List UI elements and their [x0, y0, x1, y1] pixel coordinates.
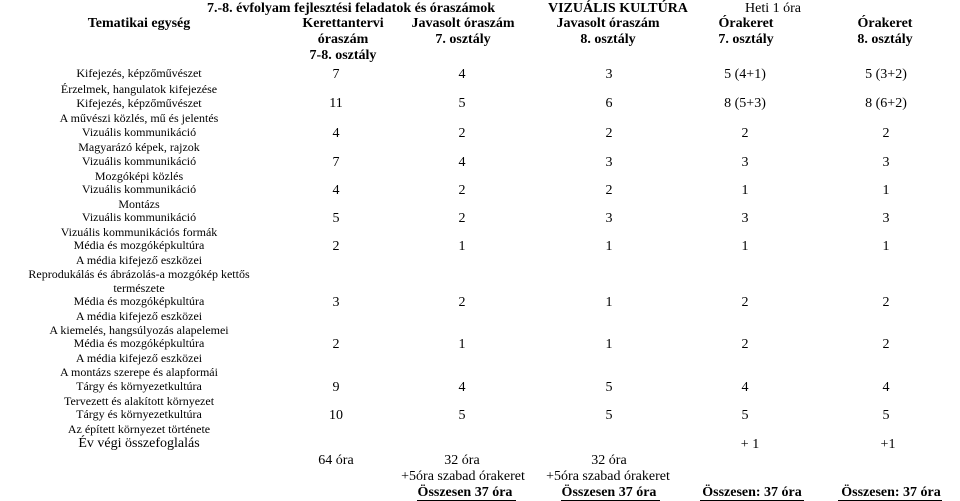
header-curriculum-2: óraszám — [317, 32, 369, 47]
row-topic: Vizuális kommunikáció — [81, 182, 197, 196]
row-topic: Média és mozgóképkultúra — [73, 294, 205, 308]
row-frame7: 3 — [741, 155, 749, 170]
row-frame7: 1 — [741, 183, 749, 198]
header-frame8-2: 8. osztály — [857, 32, 913, 47]
weekly-hours: Heti 1 óra — [745, 1, 801, 16]
row-topic: Kifejezés, képzőművészet — [76, 96, 202, 110]
row-subtopic: Az épített környezet története — [67, 422, 211, 436]
row-suggested7: 4 — [458, 380, 466, 395]
row-suggested7: 5 — [458, 96, 466, 111]
row-subtopic: A művészi közlés, mű és jelentés — [59, 111, 219, 125]
row-suggested7: 2 — [458, 211, 466, 226]
row-suggested8: 5 — [605, 380, 613, 395]
row-curriculum: 9 — [332, 380, 340, 395]
header-frame8-1: Órakeret — [857, 16, 913, 31]
year-end-frame8: +1 — [880, 437, 896, 452]
row-suggested8: 1 — [605, 239, 613, 254]
row-frame8: 1 — [882, 239, 890, 254]
row-subtopic-detail: A kiemelés, hangsúlyozás alapelemei — [49, 323, 229, 337]
year-end-label: Év végi összefoglalás — [78, 436, 200, 451]
row-suggested8: 2 — [605, 183, 613, 198]
row-suggested8: 6 — [605, 96, 613, 111]
row-frame7: 3 — [741, 211, 749, 226]
row-suggested8: 1 — [605, 295, 613, 310]
row-subtopic: Vizuális kommunikációs formák — [60, 225, 218, 239]
row-curriculum: 4 — [332, 126, 340, 141]
row-suggested7: 4 — [458, 67, 466, 82]
row-suggested8: 5 — [605, 408, 613, 423]
row-curriculum: 7 — [332, 155, 340, 170]
document-title: 7.-8. évfolyam fejlesztési feladatok és óraszámok — [207, 1, 496, 16]
row-frame7: 8 (5+3) — [724, 96, 766, 111]
row-frame7: 1 — [741, 239, 749, 254]
row-topic: Vizuális kommunikáció — [81, 210, 197, 224]
sum-suggested8: Összesen 37 óra — [561, 485, 657, 500]
sum-frame8: Összesen: 37 óra — [841, 485, 941, 500]
row-subtopic: A média kifejező eszközei — [75, 309, 203, 323]
row-frame7: 5 — [741, 408, 749, 423]
free-hours-8: +5óra szabad órakeret — [546, 469, 670, 484]
free-hours-7: +5óra szabad órakeret — [401, 469, 525, 484]
row-frame8: 1 — [882, 183, 890, 198]
row-frame7: 2 — [741, 295, 749, 310]
row-frame8: 2 — [882, 337, 890, 352]
header-frame7-2: 7. osztály — [718, 32, 774, 47]
row-suggested7: 5 — [458, 408, 466, 423]
row-suggested7: 2 — [458, 126, 466, 141]
row-curriculum: 11 — [329, 96, 343, 111]
row-frame8: 3 — [882, 211, 890, 226]
row-suggested8: 3 — [605, 211, 613, 226]
row-frame7: 4 — [741, 380, 749, 395]
header-topic: Tematikai egység — [87, 16, 191, 31]
row-suggested8: 2 — [605, 126, 613, 141]
row-subtopic: A média kifejező eszközei — [75, 351, 203, 365]
row-topic: Média és mozgóképkultúra — [73, 238, 205, 252]
row-frame8: 2 — [882, 126, 890, 141]
row-curriculum: 2 — [332, 239, 340, 254]
header-suggested7-2: 7. osztály — [435, 32, 491, 47]
header-curriculum-3: 7-8. osztály — [309, 48, 377, 63]
row-frame8: 4 — [882, 380, 890, 395]
row-topic: Tárgy és környezetkultúra — [76, 379, 202, 393]
row-curriculum: 10 — [329, 408, 343, 423]
row-suggested7: 2 — [458, 183, 466, 198]
total-suggested8: 32 óra — [591, 453, 627, 468]
sum-frame7: Összesen: 37 óra — [702, 485, 802, 500]
row-frame8: 2 — [882, 295, 890, 310]
row-suggested8: 3 — [605, 155, 613, 170]
row-subtopic-detail: A montázs szerepe és alapformái — [60, 365, 218, 379]
row-curriculum: 3 — [332, 295, 340, 310]
row-frame7: 2 — [741, 337, 749, 352]
row-frame7: 5 (4+1) — [724, 67, 766, 82]
row-suggested7: 2 — [458, 295, 466, 310]
header-suggested8-1: Javasolt óraszám — [556, 16, 660, 31]
row-subtopic: Érzelmek, hangulatok kifejezése — [60, 82, 218, 96]
year-end-frame7: + 1 — [740, 437, 760, 452]
total-suggested7: 32 óra — [444, 453, 480, 468]
row-subtopic-detail-cont: természete — [113, 281, 165, 295]
total-curriculum: 64 óra — [318, 453, 354, 468]
row-topic: Vizuális kommunikáció — [81, 154, 197, 168]
row-suggested8: 3 — [605, 67, 613, 82]
row-topic: Vizuális kommunikáció — [81, 125, 197, 139]
subject-title: VIZUÁLIS KULTÚRA — [548, 1, 688, 16]
sum-suggested7: Összesen 37 óra — [417, 485, 513, 500]
row-frame8: 3 — [882, 155, 890, 170]
row-subtopic: Mozgóképi közlés — [94, 169, 184, 183]
row-subtopic-detail: Reprodukálás és ábrázolás-a mozgókép kettős — [28, 267, 250, 281]
row-curriculum: 7 — [332, 67, 340, 82]
row-suggested7: 4 — [458, 155, 466, 170]
row-curriculum: 2 — [332, 337, 340, 352]
row-frame7: 2 — [741, 126, 749, 141]
row-topic: Kifejezés, képzőművészet — [76, 66, 202, 80]
row-suggested8: 1 — [605, 337, 613, 352]
row-frame8: 5 — [882, 408, 890, 423]
row-subtopic: A média kifejező eszközei — [75, 253, 203, 267]
row-subtopic: Magyarázó képek, rajzok — [78, 140, 200, 154]
row-subtopic: Tervezett és alakított környezet — [63, 394, 215, 408]
header-suggested8-2: 8. osztály — [580, 32, 636, 47]
header-suggested7-1: Javasolt óraszám — [411, 16, 515, 31]
row-subtopic: Montázs — [118, 197, 160, 211]
header-curriculum-1: Kerettantervi — [302, 16, 384, 31]
row-suggested7: 1 — [458, 239, 466, 254]
row-topic: Tárgy és környezetkultúra — [76, 407, 202, 421]
row-curriculum: 5 — [332, 211, 340, 226]
header-frame7-1: Órakeret — [718, 16, 774, 31]
row-topic: Média és mozgóképkultúra — [73, 336, 205, 350]
row-frame8: 5 (3+2) — [865, 67, 907, 82]
row-frame8: 8 (6+2) — [865, 96, 907, 111]
row-suggested7: 1 — [458, 337, 466, 352]
row-curriculum: 4 — [332, 183, 340, 198]
